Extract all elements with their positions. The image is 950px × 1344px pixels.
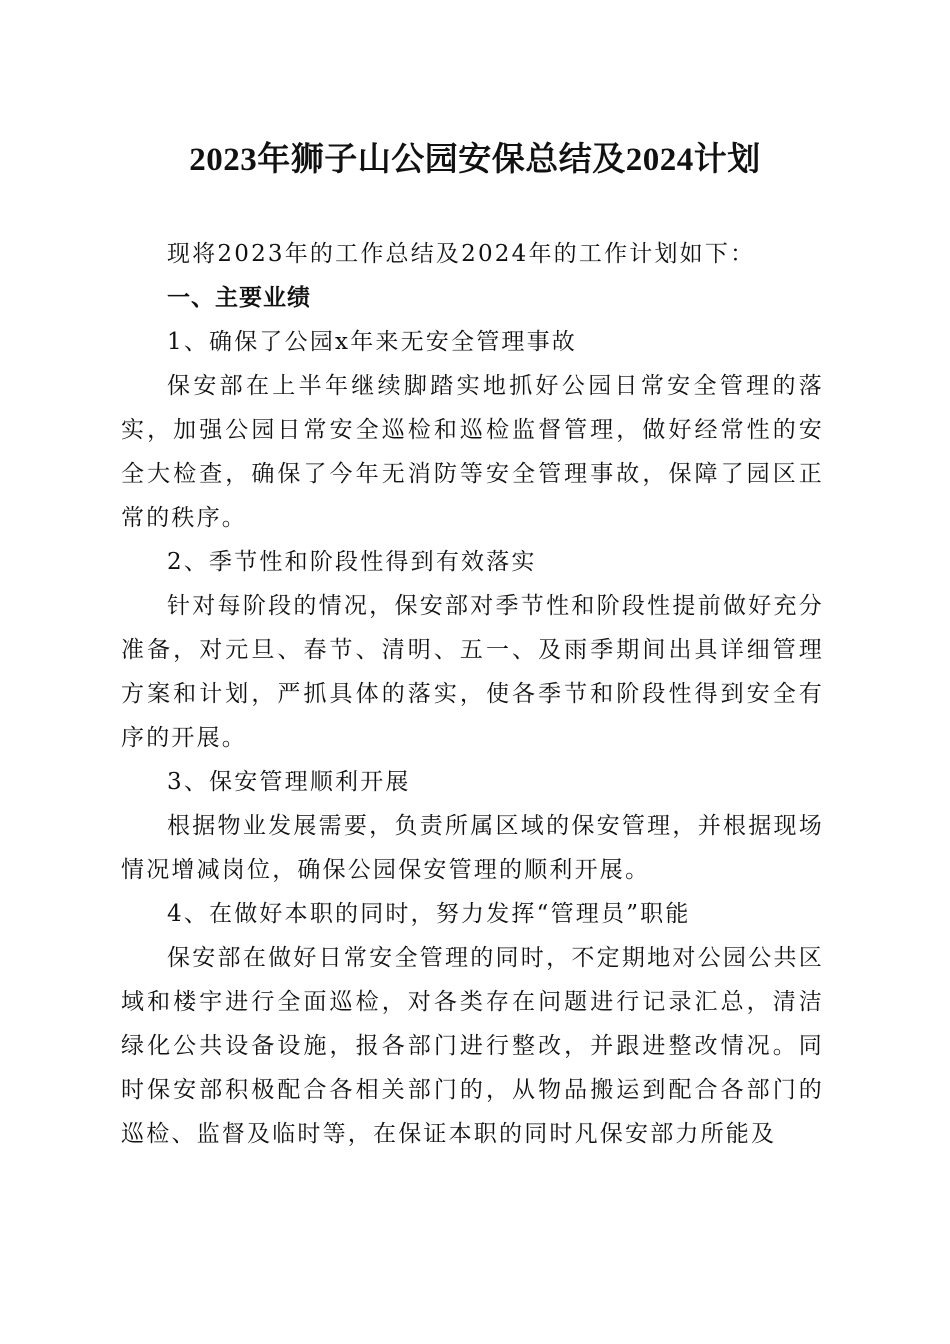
intro-paragraph: 现将2023年的工作总结及2024年的工作计划如下： [167,241,756,267]
subheading-2: 2、季节性和阶段性得到有效落实 [167,549,537,575]
section-heading-main-achievements: 一、主要业绩 [167,284,311,311]
document-body [121,232,824,1156]
paragraph-1: 保安部在上半年继续脚踏实地抓好公园日常安全管理的落实，加强公园日常安全巡检和巡检监督管理，做好经常性的安全大检查，确保了今年无消防等安全管理事故，保障了园区正常的秩序。 [121,373,824,531]
paragraph-4: 保安部在做好日常安全管理的同时，不定期地对公园公共区域和楼宇进行全面巡检，对各类存在问题进行记录汇总，清洁绿化公共设备设施，报各部门进行整改，并跟进整改情况。同时保安部积极配合各相关部门的，从物品搬运到配合各部门的巡检、监督及临时等，在保证本职的同时凡保安部力所能及 [121,945,824,1147]
paragraph-2: 针对每阶段的情况，保安部对季节性和阶段性提前做好充分准备，对元旦、春节、清明、五一、及雨季期间出具详细管理方案和计划，严抓具体的落实，使各季节和阶段性得到安全有序的开展。 [121,593,824,751]
paragraph-3: 根据物业发展需要，负责所属区域的保安管理，并根据现场情况增减岗位，确保公园保安管理的顺利开展。 [121,813,824,883]
document-title: 2023年狮子山公园安保总结及2024计划 [189,142,761,178]
subheading-3: 3、保安管理顺利开展 [167,769,411,795]
subheading-4: 4、在做好本职的同时，努力发挥“管理员”职能 [167,901,691,927]
subheading-1: 1、确保了公园x年来无安全管理事故 [167,329,578,355]
